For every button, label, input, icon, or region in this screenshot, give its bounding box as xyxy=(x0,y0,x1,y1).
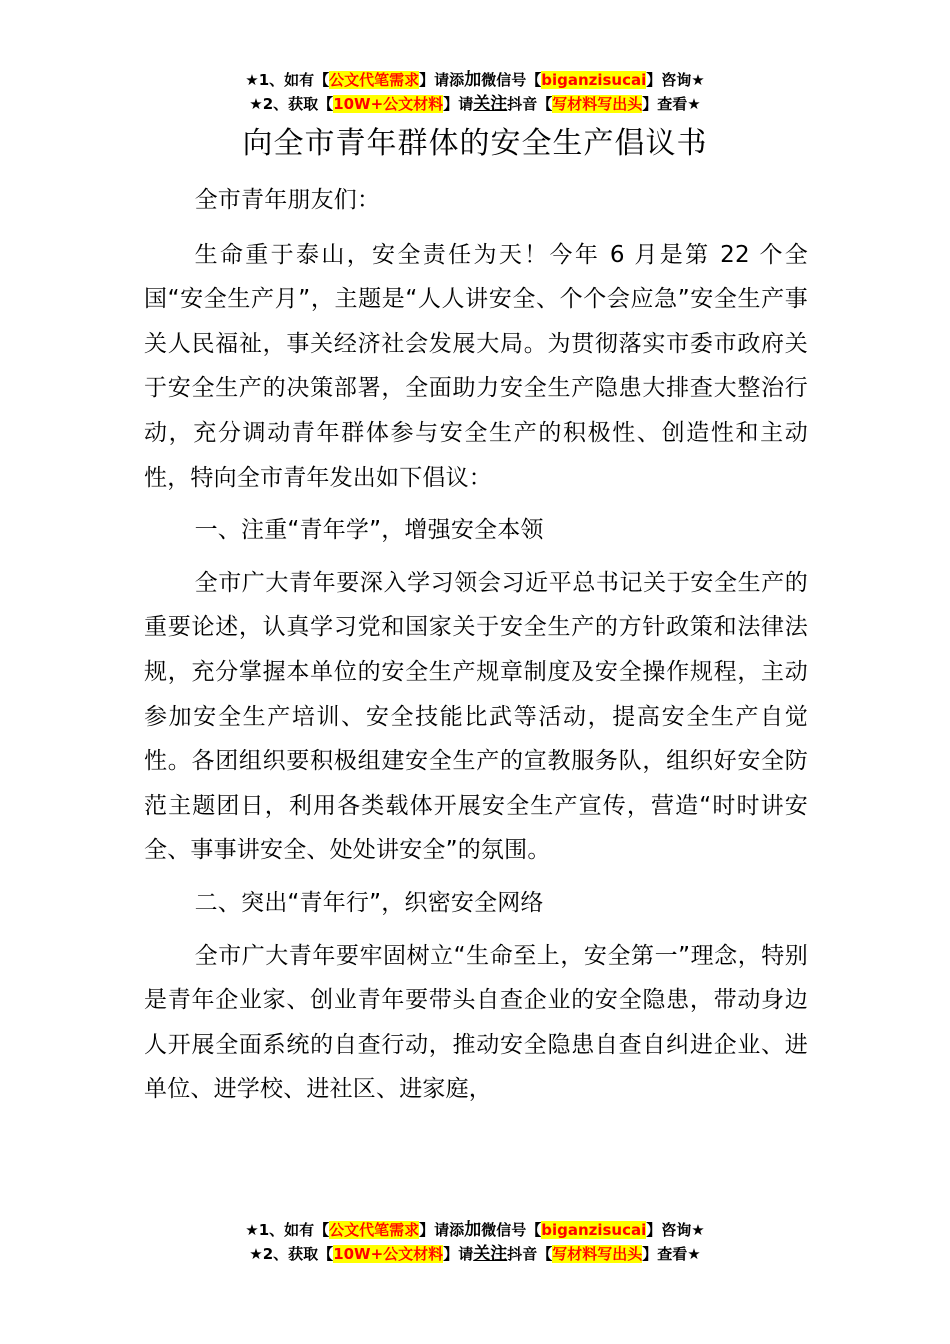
promo-text: 】请添 xyxy=(419,71,465,89)
promo-highlight: 公文代笔需求 xyxy=(329,71,420,89)
promo-text: 】咨询★ xyxy=(646,1221,705,1239)
paragraph: 全市广大青年要牢固树立“生命至上，安全第一”理念，特别是青年企业家、创业青年要带头自查企业的安全隐患，带动身边人开展全面系统的自查行动，推动安全隐患自查自纠进企业、进单位、进学校、进社区、进家庭， xyxy=(144,942,808,1103)
promo-text: 抖音【 xyxy=(507,1245,553,1263)
promo-highlight: 公文代笔需求 xyxy=(329,1221,420,1239)
paragraph: 全市广大青年要深入学习领会习近平总书记关于安全生产的重要论述，认真学习党和国家关于安全生产的方针政策和法律法规，充分掌握本单位的安全生产规章制度及安全操作规程，主动参加安全生产培训、安全技能比武等活动，提高安全生产自觉性。各团组织要积极组建安全生产的宣教服务队，组织好安全防范主题团日，利用各类载体开展安全生产宣传，营造“时时讲安全、事事讲安全、处处讲安全”的氛围。 xyxy=(144,569,808,864)
paragraph: 生命重于泰山，安全责任为天！今年 6 月是第 22 个全国“安全生产月”，主题是“人人讲安全、个个会应急”安全生产事关人民福祉，事关经济社会发展大局。为贯彻落实市委市政府关于安全生产的决策部署，全面助力安全生产隐患大排查大整治行动，充分调动青年群体参与安全生产的积极性、创造性和主动性，特向全市青年发出如下倡议： xyxy=(144,241,808,491)
promo-text: ★1、如有【 xyxy=(245,71,330,89)
promo-text: 关注 xyxy=(473,94,508,114)
promo-text: 加 xyxy=(464,70,482,90)
promo-highlight: biganzisucai xyxy=(541,1221,647,1239)
promo-line-1 xyxy=(0,1218,950,1242)
promo-line-2 xyxy=(0,1242,950,1266)
promo-text: 加 xyxy=(464,1220,482,1240)
promo-highlight: 写材料写出头 xyxy=(552,95,643,113)
promo-text: 微信号【 xyxy=(481,71,542,89)
promo-text: 抖音【 xyxy=(507,95,553,113)
section-heading: 二、突出“青年行”，织密安全网络 xyxy=(194,889,544,916)
promo-banner-bottom xyxy=(0,1218,950,1266)
document-title: 向全市青年群体的安全生产倡议书 xyxy=(242,126,708,161)
promo-line-2 xyxy=(0,92,950,116)
promo-highlight: 写材料写出头 xyxy=(552,1245,643,1263)
promo-text: ★2、获取【 xyxy=(249,1245,334,1263)
promo-text: 微信号【 xyxy=(481,1221,542,1239)
promo-text: 】请 xyxy=(443,95,474,113)
promo-text: 】查看★ xyxy=(642,1245,701,1263)
promo-text: ★2、获取【 xyxy=(249,95,334,113)
promo-text: 】咨询★ xyxy=(646,71,705,89)
document-body xyxy=(144,178,808,1112)
promo-highlight: biganzisucai xyxy=(541,71,647,89)
promo-text: 】请添 xyxy=(419,1221,465,1239)
section-heading: 一、注重“青年学”，增强安全本领 xyxy=(194,517,544,544)
promo-text: ★1、如有【 xyxy=(245,1221,330,1239)
promo-banner-top xyxy=(0,68,950,116)
promo-highlight: 10W+公文材料 xyxy=(333,95,444,113)
promo-highlight: 10W+公文材料 xyxy=(333,1245,444,1263)
promo-text: 】请 xyxy=(443,1245,474,1263)
promo-text: 】查看★ xyxy=(642,95,701,113)
promo-text: 关注 xyxy=(473,1244,508,1264)
greeting: 全市青年朋友们： xyxy=(194,187,381,213)
promo-line-1 xyxy=(0,68,950,92)
